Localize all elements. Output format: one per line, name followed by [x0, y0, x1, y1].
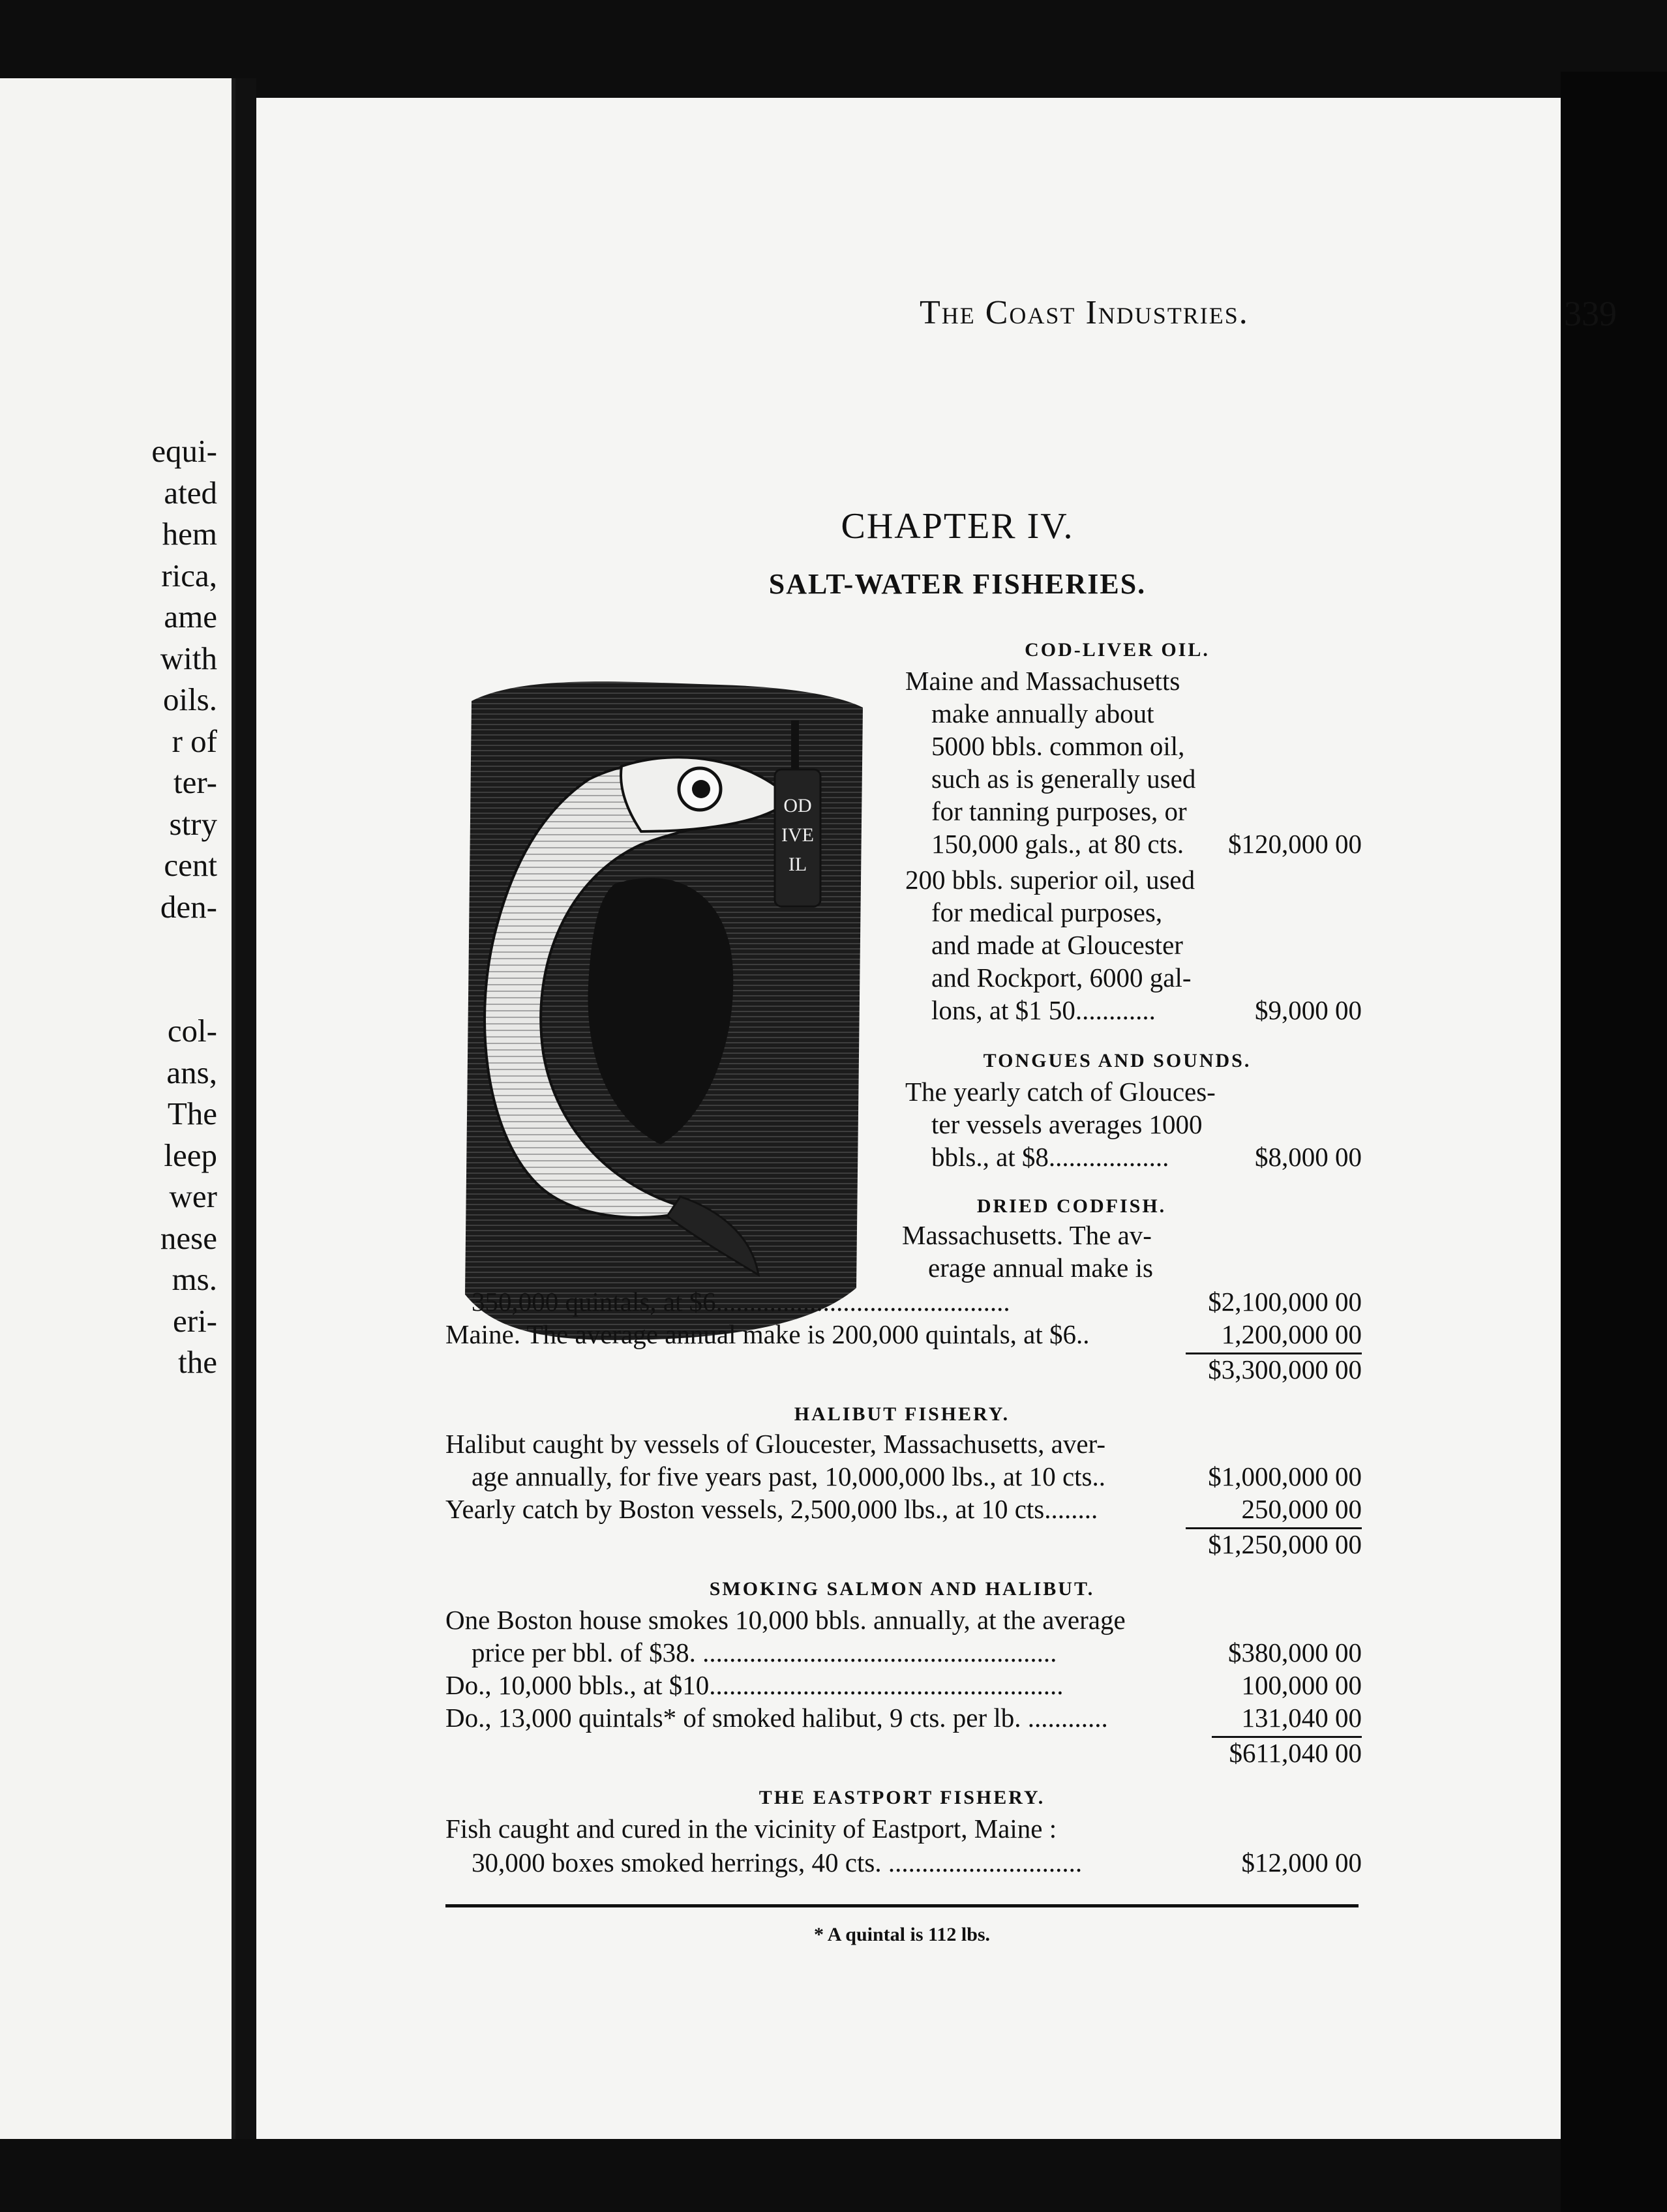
- amount: $1,000,000 00: [1208, 1461, 1362, 1491]
- svg-text:IVE: IVE: [781, 824, 814, 846]
- subheading-cod-liver-oil: COD-LIVER OIL.: [1025, 639, 1210, 661]
- subheading-smoking-salmon: SMOKING SALMON AND HALIBUT.: [709, 1578, 1095, 1600]
- footnote: * A quintal is 112 lbs.: [813, 1924, 991, 1945]
- text-line: 30,000 boxes smoked herrings, 40 cts. .............................: [472, 1847, 1083, 1877]
- text-line: Yearly catch by Boston vessels, 2,500,000 lbs., at 10 cts........: [445, 1494, 1098, 1524]
- book-page: [256, 98, 1617, 2139]
- previous-page-line: r of: [172, 723, 217, 759]
- text-line: Do., 10,000 bbls., at $10.....................................................: [445, 1670, 1064, 1700]
- text-line: 200 bbls. superior oil, used: [905, 865, 1195, 895]
- previous-page-line: with: [160, 640, 217, 676]
- total: $3,300,000 00: [1208, 1354, 1362, 1384]
- halibut-fishery-block: [445, 1428, 1362, 1578]
- page-gutter: [235, 78, 256, 2139]
- previous-page-line: The: [167, 1096, 217, 1131]
- previous-page-line: ated: [164, 474, 217, 511]
- previous-page-line: eri-: [173, 1302, 217, 1339]
- footnote-rule: [445, 1904, 1359, 1907]
- subheading-dried-codfish: DRIED CODFISH.: [976, 1195, 1167, 1217]
- text-line: Massachusetts. The av-: [902, 1220, 1152, 1250]
- previous-page-line: ms.: [172, 1261, 217, 1297]
- subheading-halibut-fishery: HALIBUT FISHERY.: [794, 1403, 1010, 1425]
- text-line: make annually about: [931, 698, 1154, 728]
- smoking-salmon-block: [445, 1604, 1362, 1780]
- text-line: Maine. The average annual make is 200,000 quintals, at $6..: [445, 1319, 1090, 1349]
- previous-page-line: ter-: [173, 764, 217, 800]
- amount: 131,040 00: [1241, 1703, 1362, 1733]
- text-line: lons, at $1 50............: [931, 995, 1156, 1025]
- eastport-fishery-block: [445, 1813, 1362, 1891]
- previous-page-line: den-: [160, 888, 217, 925]
- total: $1,250,000 00: [1208, 1529, 1362, 1559]
- section-title: SALT-WATER FISHERIES.: [768, 568, 1147, 600]
- previous-page-line: equi-: [151, 433, 217, 469]
- amount: $8,000 00: [1255, 1142, 1362, 1172]
- amount: $2,100,000 00: [1208, 1287, 1362, 1317]
- svg-text:IL: IL: [788, 854, 807, 875]
- previous-page-line: rica,: [161, 557, 217, 593]
- text-line: bbls., at $8..................: [931, 1142, 1169, 1172]
- text-line: and made at Gloucester: [931, 930, 1183, 960]
- subheading-tongues-and-sounds: TONGUES AND SOUNDS.: [983, 1050, 1252, 1071]
- previous-page-fragment: [0, 78, 235, 2139]
- text-line: such as is generally used: [931, 764, 1196, 794]
- text-line: 150,000 gals., at 80 cts.: [931, 829, 1184, 859]
- running-head: [726, 293, 1639, 346]
- amount: $12,000 00: [1241, 1847, 1362, 1877]
- book-edge: [1561, 72, 1667, 2212]
- previous-page-line: stry: [169, 805, 217, 842]
- previous-page-line: leep: [164, 1137, 217, 1173]
- previous-page-line: the: [178, 1344, 217, 1380]
- total: $611,040 00: [1229, 1738, 1362, 1768]
- amount: $9,000 00: [1255, 995, 1362, 1025]
- amount: $120,000 00: [1228, 829, 1362, 859]
- previous-page-line: ame: [164, 599, 217, 635]
- text-line: 5000 bbls. common oil,: [931, 731, 1185, 761]
- previous-page-line: cent: [164, 847, 217, 883]
- chapter-title: CHAPTER IV.: [841, 506, 1074, 546]
- amount: $380,000 00: [1228, 1637, 1362, 1667]
- dried-codfish-block: [445, 1219, 1362, 1389]
- text-line: One Boston house smokes 10,000 bbls. annually, at the average: [445, 1605, 1126, 1635]
- text-line: Fish caught and cured in the vicinity of Eastport, Maine :: [445, 1814, 1057, 1844]
- text-line: The yearly catch of Glouces-: [905, 1077, 1216, 1107]
- text-line: and Rockport, 6000 gal-: [931, 963, 1192, 993]
- text-line: for tanning purposes, or: [931, 796, 1187, 826]
- text-line: erage annual make is: [928, 1253, 1153, 1283]
- text-line: age annually, for five years past, 10,000,000 lbs., at 10 cts..: [472, 1461, 1105, 1491]
- previous-page-text: [151, 430, 217, 1383]
- amount: 100,000 00: [1241, 1670, 1362, 1700]
- previous-page-line: [151, 927, 217, 969]
- previous-page-line: col-: [167, 1013, 217, 1049]
- previous-page-line: oils.: [162, 681, 217, 717]
- text-line: Do., 13,000 quintals* of smoked halibut, 9 cts. per lb. ............: [445, 1703, 1108, 1733]
- text-line: price per bbl. of $38. .....................................................: [472, 1637, 1057, 1667]
- text-line: for medical purposes,: [931, 897, 1163, 927]
- running-head-title: The Coast Industries.: [920, 294, 1249, 331]
- previous-page-line: [151, 969, 217, 1011]
- svg-text:OD: OD: [783, 795, 812, 816]
- previous-page-line: hem: [162, 516, 217, 552]
- amount: 1,200,000 00: [1221, 1319, 1362, 1349]
- text-line: Halibut caught by vessels of Gloucester, Massachusetts, aver-: [445, 1429, 1106, 1459]
- text-line: 350,000 quintals, at $6............................................: [472, 1287, 1010, 1317]
- previous-page-line: wer: [169, 1178, 217, 1214]
- text-line: Maine and Massachusetts: [905, 666, 1180, 696]
- page-number: 339: [1564, 294, 1617, 333]
- amount: 250,000 00: [1241, 1494, 1362, 1524]
- previous-page-line: nese: [160, 1219, 217, 1256]
- subheading-eastport-fishery: THE EASTPORT FISHERY.: [758, 1787, 1045, 1808]
- previous-page-line: ans,: [166, 1054, 217, 1090]
- text-line: ter vessels averages 1000: [931, 1109, 1203, 1139]
